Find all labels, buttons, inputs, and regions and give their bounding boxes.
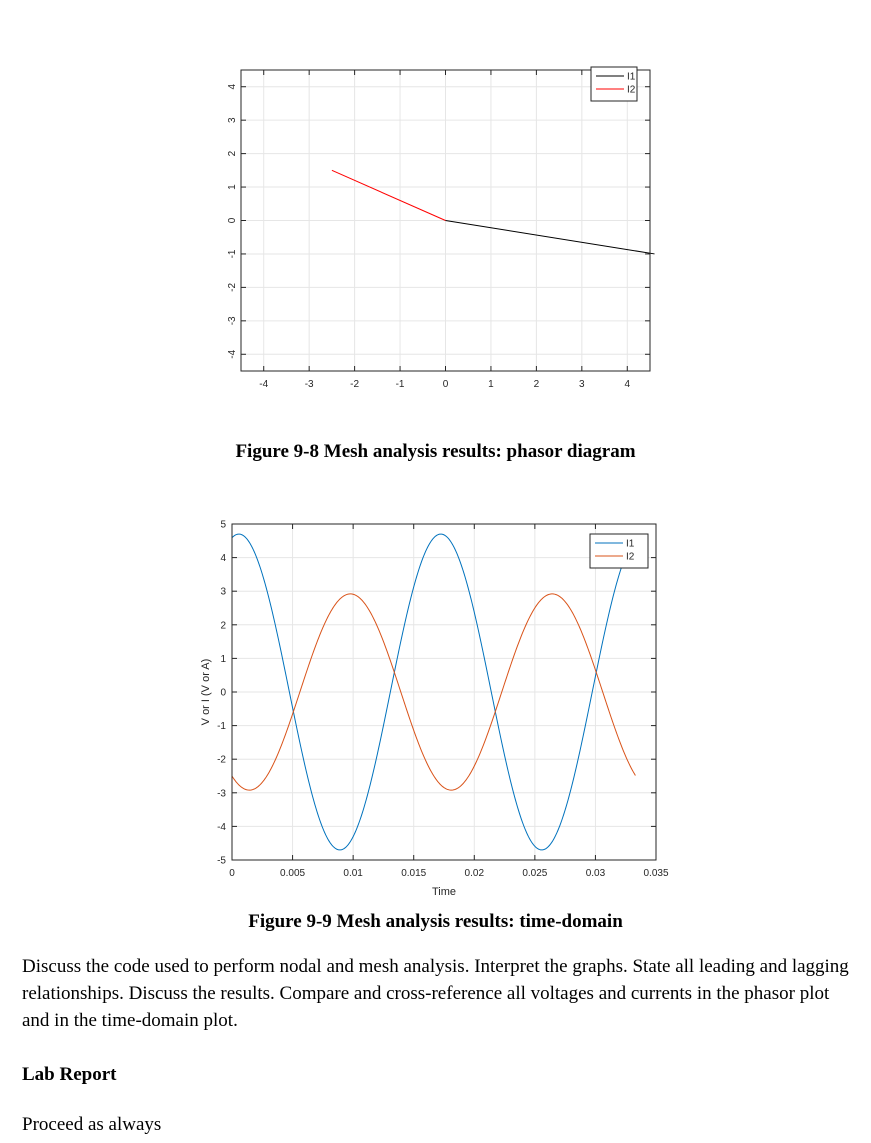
x-tick-label: 0.01 (343, 868, 363, 879)
y-tick-label: 2 (220, 620, 226, 632)
y-tick-label: 3 (220, 586, 226, 598)
y-tick-label: 5 (220, 519, 226, 531)
y-tick-label: -4 (217, 821, 226, 833)
y-tick-label: -2 (217, 754, 226, 766)
proceed-text: Proceed as always (22, 1114, 162, 1135)
y-tick-label: -5 (217, 855, 226, 867)
x-tick-label: 0.015 (401, 868, 427, 879)
x-tick-label: 0 (442, 379, 449, 390)
y-tick-label: 0 (227, 217, 238, 224)
x-tick-label: 0.025 (522, 868, 548, 879)
phasor-diagram-figure (0, 40, 871, 400)
x-tick-label: 0.035 (643, 868, 669, 879)
x-tick-label: -3 (304, 379, 314, 390)
y-tick-label: 3 (227, 117, 238, 123)
x-tick-label: 0 (229, 868, 235, 879)
x-axis-label: Time (431, 886, 457, 898)
legend-box (590, 534, 648, 568)
y-tick-label: 4 (227, 83, 238, 90)
y-tick-label: 1 (227, 184, 238, 190)
y-tick-label: -4 (227, 349, 238, 359)
lab-report-heading: Lab Report (22, 1064, 117, 1085)
x-tick-label: 2 (533, 379, 540, 390)
legend-label-i1: I1 (626, 538, 635, 550)
y-tick-label: -1 (227, 249, 238, 259)
y-tick-label: 4 (220, 553, 226, 565)
x-tick-label: -1 (395, 379, 405, 390)
x-tick-label: 3 (579, 379, 585, 390)
legend-label-i1: I1 (627, 71, 636, 83)
phasor-figure-caption: Figure 9-8 Mesh analysis results: phasor diagram (235, 441, 636, 462)
x-tick-label: 4 (624, 379, 631, 390)
x-tick-label: 0.005 (280, 868, 306, 879)
x-tick-label: -2 (350, 379, 360, 390)
legend-label-i2: I2 (627, 84, 636, 96)
discussion-paragraph: Discuss the code used to perform nodal and mesh analysis. Interpret the graphs. State all leading and lagging relationships. Discuss the results. Compare and cross-reference all voltages and currents in the phasor plot and in the time-domain plot. (22, 956, 849, 1031)
x-tick-label: 0.03 (585, 868, 606, 879)
y-tick-label: -3 (217, 788, 226, 800)
y-tick-label: -3 (227, 316, 238, 326)
y-tick-label: -1 (217, 721, 226, 733)
time-domain-figure (0, 512, 871, 904)
y-tick-label: 2 (227, 150, 238, 157)
time-domain-figure-caption: Figure 9-9 Mesh analysis results: time-domain (248, 911, 623, 932)
legend-label-i2: I2 (626, 551, 635, 563)
y-axis-label: V or I (V or A) (200, 658, 212, 726)
y-tick-label: 1 (220, 653, 226, 665)
x-tick-label: 0.02 (464, 868, 485, 879)
y-tick-label: 0 (220, 687, 226, 699)
x-tick-label: -4 (259, 379, 269, 390)
y-tick-label: -2 (227, 282, 238, 292)
x-tick-label: 1 (488, 379, 494, 390)
